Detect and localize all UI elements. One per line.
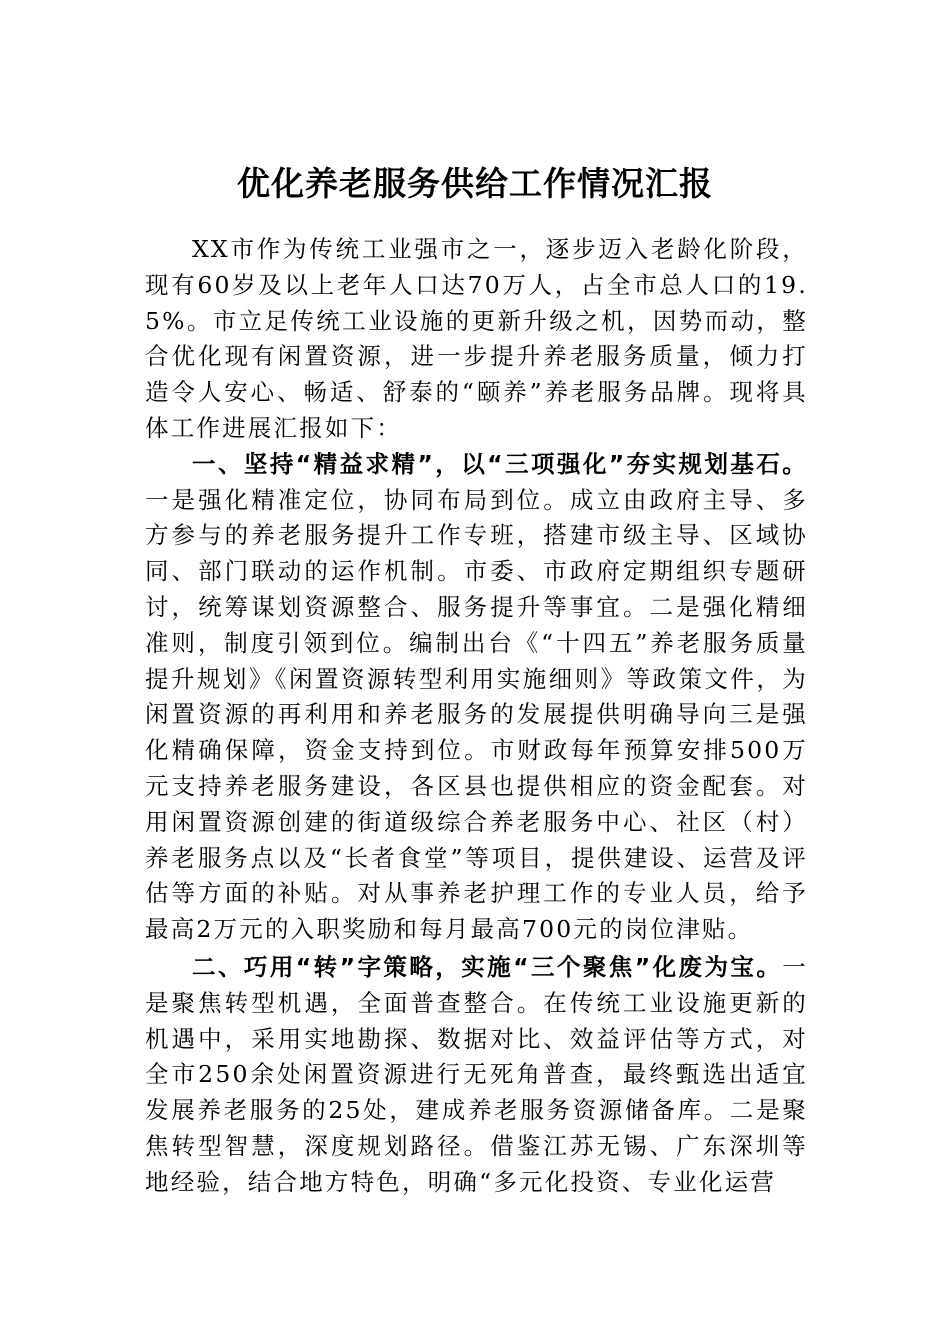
paragraph-text: 一是强化精准定位，协同布局到位。成立由政府主导、多方参与的养老服务提升工作专班，搭建市级主导、区域协同、部门联动的运作机制。市委、市政府定期组织专题研讨，统筹谋划资源整合、服务提升等事宜。二是强化精细准则，制度引领到位。编制出台《“十四五”养老服务质量提升规划》《闲置资源转型利用实施细则》等政策文件，为闲置资源的再利用和养老服务的发展提供明确导向三是强化精确保障，资金支持到位。市财政每年预算安排500万元支持养老服务建设，各区县也提供相应的资金配套。对用闲置资源创建的街道级综合养老服务中心、社区（村）养老服务点以及“长者食堂”等项目，提供建设、运营及评估等方面的补贴。对从事养老护理工作的专业人员，给予最高2万元的入职奖励和每月最高700元的岗位津贴。 bbox=[145, 485, 808, 944]
document-body bbox=[145, 232, 808, 1201]
section-two-heading: 二、巧用“转”字策略，实施“三个聚焦”化废为宝。 bbox=[192, 952, 783, 981]
document-title: 优化养老服务供给工作情况汇报 bbox=[237, 164, 713, 203]
intro-paragraph bbox=[145, 232, 808, 447]
paragraph-text: XX市作为传统工业强市之一，逐步迈入老龄化阶段，现有60岁及以上老年人口达70万人，占全市总人口的19.5%。市立足传统工业设施的更新升级之机，因势而动，整合优化现有闲置资源，进一步提升养老服务质量，倾力打造令人安心、畅适、舒泰的“颐养”养老服务品牌。现将具体工作进展汇报如下： bbox=[145, 235, 808, 442]
section-one-heading: 一、坚持“精益求精”，以“三项强化”夯实规划基石。 bbox=[192, 449, 808, 478]
section-two-paragraph bbox=[145, 950, 808, 1201]
paragraph-text: 一是聚焦转型机遇，全面普查整合。在传统工业设施更新的机遇中，采用实地勘探、数据对比、效益评估等方式，对全市250余处闲置资源进行无死角普查，最终甄选出适宜发展养老服务的25处，建成养老服务资源储备库。二是聚焦转型智慧，深度规划路径。借鉴江苏无锡、广东深圳等地经验，结合地方特色，明确“多元化投资、专业化运营 bbox=[145, 952, 808, 1196]
section-one-paragraph bbox=[145, 447, 808, 948]
